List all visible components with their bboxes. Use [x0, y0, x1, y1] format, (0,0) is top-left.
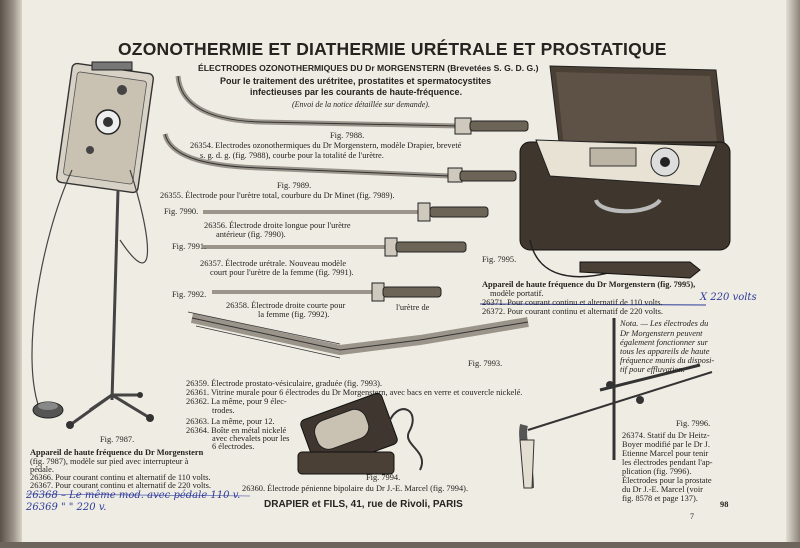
item-26363: 26363. La même, pour 12. [186, 417, 275, 426]
fig-7995-label: Fig. 7995. [482, 255, 517, 264]
wall-vitrine-illustration [298, 392, 422, 474]
ozone-generator-illustration [32, 62, 154, 429]
item-26374-l7: du Dr J.-E. Marcel (voir [622, 485, 703, 494]
item-7987-line2: (fig. 7987), modèle sur pied avec interrupteur à [30, 457, 189, 466]
fig-7987-label: Fig. 7987. [100, 435, 135, 444]
item-7987-line3: pédale. [30, 465, 54, 474]
footer-publisher: DRAPIER et FILS, 41, rue de Rivoli, PARIS [264, 499, 463, 510]
note-line3: également fonctionner sur [620, 338, 708, 347]
item-26374-l4: les électrodes pendant l'ap- [622, 458, 713, 467]
item-26371: 26371. Pour courant continu et alternatif de 110 volts. [482, 298, 663, 307]
item-26359: 26359. Électrode prostato-vésiculaire, graduée (fig. 7993). [186, 379, 383, 388]
item-26374-l6: Électrodes pour la prostate [622, 476, 712, 485]
fig-7991-label: Fig. 7991. [172, 242, 207, 251]
item-26372: 26372. Pour courant continu et alternatif de 220 volts. [482, 307, 663, 316]
item-26358-line1: 26358. Électrode droite courte pour [226, 301, 346, 310]
urethra-fragment: l'urètre de [396, 303, 430, 312]
handwritten-note-2: 26369 " " 220 v. [26, 502, 107, 513]
fig-7994-label: Fig. 7994. [366, 473, 401, 482]
item-7987-title: Appareil de haute fréquence du Dr Morgenstern [30, 448, 204, 457]
page-number: 98 [720, 500, 729, 509]
subtitle-line-3: infectieuses par les courants de haute-fréquence. [250, 87, 463, 97]
item-26366: 26366. Pour courant continu et alternatif de 110 volts. [30, 473, 211, 482]
page-title: OZONOTHERMIE ET DIATHERMIE URÉTRALE ET PROSTATIQUE [118, 39, 667, 59]
fig-7992-label: Fig. 7992. [172, 290, 207, 299]
item-7995-line2: modèle portatif. [490, 289, 544, 298]
fig-7993-label: Fig. 7993. [468, 359, 503, 368]
note-line4: tous les appareils de haute [620, 347, 710, 356]
fig-7996-label: Fig. 7996. [676, 419, 711, 428]
subtitle: ÉLECTRODES OZONOTHERMIQUES DU Dr MORGENSTERN (Brevetées S. G. D. G.) [198, 63, 539, 73]
item-26361: 26361. Vitrine murale pour 6 électrodes du Dr Morgenstern, avec bacs en verre et couvercle nickelé. [186, 388, 523, 397]
item-26356-line2: antérieur (fig. 7990). [216, 230, 286, 239]
item-26374-l8: fig. 8578 et page 137). [622, 494, 698, 503]
item-26357-line1: 26357. Électrode urétrale. Nouveau modèle [200, 259, 347, 268]
item-26374-l5: plication (fig. 7996). [622, 467, 692, 476]
item-26357-line2: court pour l'urètre de la femme (fig. 7991). [210, 268, 354, 277]
item-26362-line1: 26362. La même, pour 9 élec- [186, 397, 287, 406]
note-line5: fréquence munis du disposi- [620, 356, 715, 365]
prostate-electrode-illustration [188, 312, 528, 358]
page-footnote: 7 [690, 512, 694, 521]
handwritten-note-3: X 220 volts [700, 292, 757, 303]
item-26364-line1: 26364. Boîte en métal nickelé [186, 426, 287, 435]
item-26360: 26360. Électrode pénienne bipolaire du Dr J.-E. Marcel (fig. 7994). [242, 484, 469, 493]
note-line6: tif pour effluvation. [620, 365, 685, 374]
item-26358-line2: la femme (fig. 7992). [258, 310, 330, 319]
item-26374-l2: Boyer modifié par le Dr J. [622, 440, 710, 449]
item-26367: 26367. Pour courant continu et alternatif de 220 volts. [30, 481, 211, 490]
handwritten-note-1: 26368 – Le même mod. avec pédale 110 v. [26, 490, 241, 501]
item-26354-line1: 26354. Electrodes ozonothermiques du Dr Morgenstern, modèle Drapier, breveté [190, 141, 462, 150]
item-26354-line2: s. g. d. g. (fig. 7988), courbe pour la totalité de l'urètre. [200, 151, 384, 160]
note-line1: Nota. — Les électrodes du [620, 319, 709, 328]
fig-7990-label: Fig. 7990. [164, 207, 199, 216]
item-7995-title: Appareil de haute fréquence du Dr Morgenstern (fig. 7995), [482, 280, 696, 289]
item-26364-line2: avec chevalets pour les [212, 434, 290, 443]
note-line2: Dr Morgenstern peuvent [620, 329, 703, 338]
item-26374-l1: 26374. Statif du Dr Heitz- [622, 431, 710, 440]
item-26355: 26355. Électrode pour l'urètre total, courbure du Dr Minet (fig. 7989). [160, 191, 395, 200]
item-26362-line2: trodes. [212, 406, 235, 415]
subtitle-line-2: Pour le traitement des urétritee, prostatites et spermatocystites [220, 76, 492, 86]
item-26356-line1: 26356. Électrode droite longue pour l'urètre [204, 221, 351, 230]
fig-7989-label: Fig. 7989. [277, 181, 312, 190]
notice-text: (Envoi de la notice détaillée sur demande). [292, 100, 430, 109]
portable-case-illustration [520, 66, 730, 278]
item-26374-l3: Etienne Marcel pour tenir [622, 449, 709, 458]
fig-7988-label: Fig. 7988. [330, 131, 365, 140]
item-26364-line3: 6 électrodes. [212, 442, 255, 451]
